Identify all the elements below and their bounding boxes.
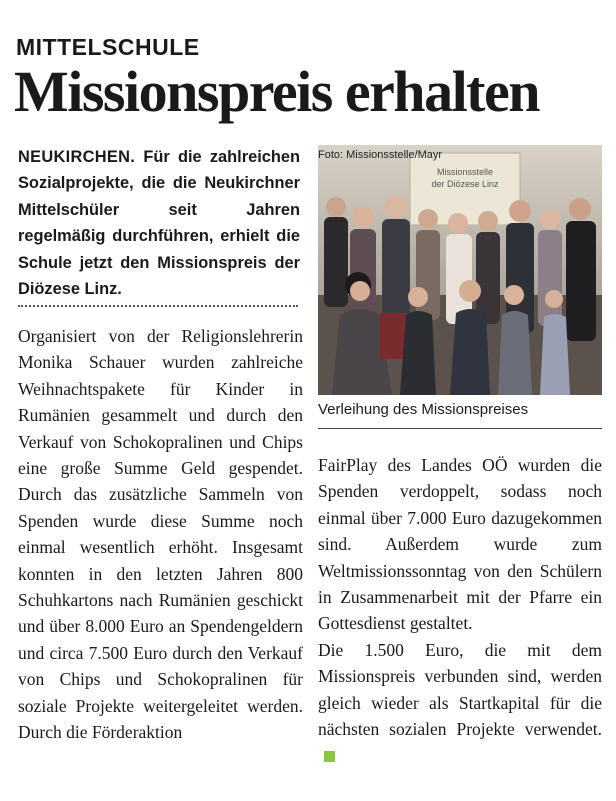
photo-caption: Verleihung des Missionspreises bbox=[318, 401, 529, 418]
body-right-paragraph-2 bbox=[318, 637, 602, 769]
caption-rule bbox=[318, 428, 602, 429]
body-right-paragraph-1: FairPlay des Landes OÖ wurden die Spenden verdoppelt, sodass noch einmal über 7.000 Euro dazugekommen sind. Außerdem wurde zum Weltmissionssonntag von den Schülern in Zusammenarbeit mit der Pfarre ein Gottesdienst gestaltet. bbox=[318, 455, 602, 634]
body-right-paragraph-2-text: Die 1.500 Euro, die mit dem Missionspreis verbunden sind, werden gleich wieder als Startkapital für die nächsten sozialen Projekte verwendet. bbox=[318, 639, 602, 740]
body-column-left: Organisiert von der Religionslehrerin Monika Schauer wurden zahlreiche Weihnachtspakete für Kinder in Rumänien gesammelt und durch den Verkauf von Schokopralinen und Chips eine große Summe Geld gespendet. Durch das zusätzliche Sammeln von Spenden wurde diese Summe noch einmal wesentlich erhöht. Insgesamt konnten in den letzten Jahren 800 Schuhkartons nach Rumänien geschickt und über 8.000 Euro an Spendengeldern und circa 7.500 Euro durch den Verkauf von Chips und Schokopralinen für soziale Projekte weitergeleitet werden. Durch die Förderaktion bbox=[18, 326, 303, 743]
end-square-icon bbox=[324, 751, 335, 762]
lead-divider bbox=[18, 305, 298, 307]
banner-text-1: Missionsstelle bbox=[436, 167, 494, 177]
photo-illustration bbox=[318, 145, 602, 395]
banner-text-2: der Diözese Linz bbox=[431, 179, 499, 189]
lead-text: Für die zahlreichen Sozialprojekte, die die Neukirchner Mittelschüler seit Jahren regelmäßig durchführen, erhielt die Schule jetzt den Missionspreis der Diözese Linz. bbox=[18, 148, 300, 299]
article-kicker: MITTELSCHULE bbox=[16, 34, 200, 60]
photo-credit: Foto: Missionsstelle/Mayr bbox=[318, 149, 443, 161]
article-lead bbox=[18, 144, 300, 302]
article-photo bbox=[318, 145, 602, 395]
article-headline: Missionspreis erhalten bbox=[14, 59, 539, 124]
body-column-right bbox=[318, 452, 602, 769]
lead-dateline: NEUKIRCHEN. bbox=[18, 148, 136, 166]
